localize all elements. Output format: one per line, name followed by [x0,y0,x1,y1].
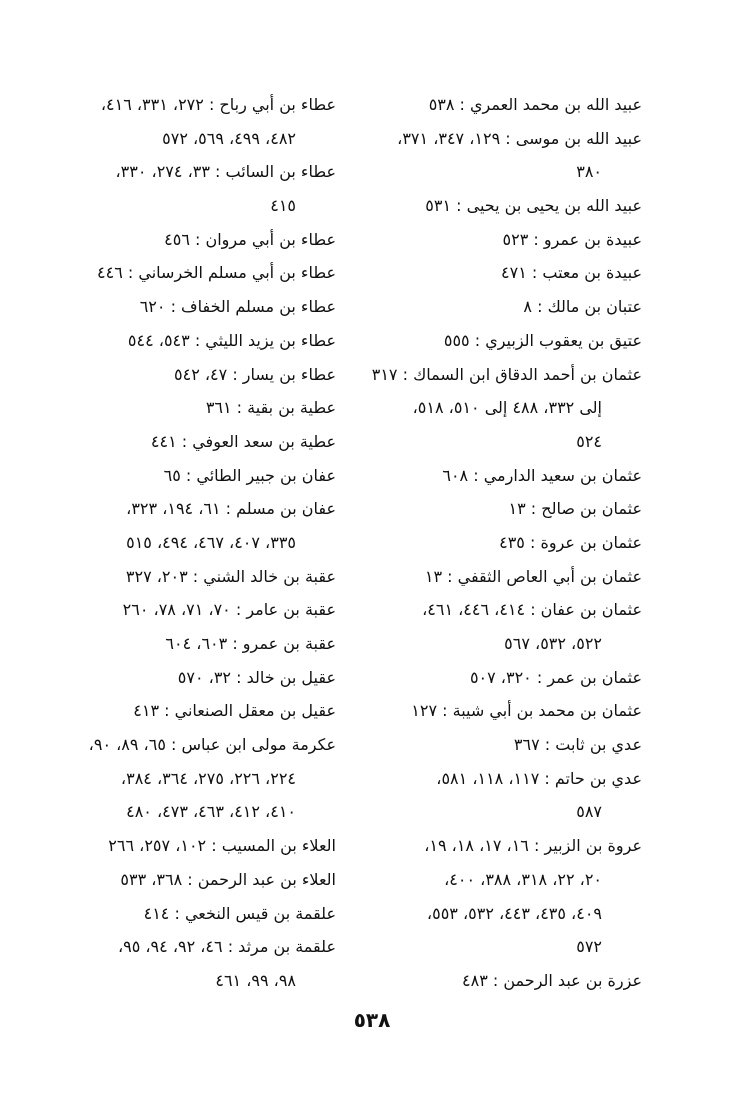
index-entry: العلاء بن المسيب : ١٠٢، ٢٥٧، ٢٦٦ [108,836,336,856]
index-entry: عبيدة بن معتب : ٤٧١ [501,263,642,283]
index-entry: عكرمة مولى ابن عباس : ٦٥، ٨٩، ٩٠، [88,735,336,755]
index-entry-continuation: ٤١٥ [270,196,296,216]
index-entry: عطية بن بقية : ٣٦١ [205,398,336,418]
index-entry-continuation: ٥٢٢، ٥٣٢، ٥٦٧ [504,634,602,653]
index-entry-continuation: إلى ٣٣٢، ٤٨٨ إلى ٥١٠، ٥١٨، [412,398,602,418]
index-entry-continuation: ٢٢٤، ٢٢٦، ٢٧٥، ٣٦٤، ٣٨٤، [120,768,296,788]
index-entry: عثمان بن صالح : ١٣ [508,499,642,519]
index-entry: عزرة بن عبد الرحمن : ٤٨٣ [462,970,642,990]
index-entry: عثمان بن أبي العاص الثقفي : ١٣ [424,566,642,586]
index-entry: علقمة بن مرثد : ٤٦، ٩٢، ٩٤، ٩٥، [117,937,336,957]
index-entry-continuation: ٩٨، ٩٩، ٤٦١ [215,970,296,990]
index-entry: عدي بن ثابت : ٣٦٧ [513,735,642,755]
index-entry: عقبة بن خالد الشني : ٢٠٣، ٣٢٧ [125,566,336,586]
index-entry: عثمان بن سعيد الدارمي : ٦٠٨ [442,465,642,485]
index-entry: عفان بن جبير الطائي : ٦٥ [163,465,336,485]
index-entry: عقيل بن خالد : ٣٢، ٥٧٠ [177,667,336,687]
index-column-right [342,88,642,998]
index-entry: العلاء بن عبد الرحمن : ٣٦٨، ٥٣٣ [120,869,336,889]
index-entry: عقيل بن معقل الصنعاني : ٤١٣ [133,701,336,721]
index-entry: عتيق بن يعقوب الزبيري : ٥٥٥ [443,330,642,350]
index-entry: عطية بن سعد العوفي : ٤٤١ [150,431,336,451]
index-entry-continuation: ٤٨٢، ٤٩٩، ٥٦٩، ٥٧٢ [162,128,296,148]
index-entry: عقبة بن عامر : ٧٠، ٧١، ٧٨، ٢٦٠ [122,600,336,620]
index-entry: عثمان بن عروة : ٤٣٥ [499,532,642,552]
index-entry-continuation: ٥٧٢ [576,937,602,957]
index-entry: عبيد الله بن موسى : ١٢٩، ٣٤٧، ٣٧١، [397,128,642,148]
index-entry: عطاء بن أبي رباح : ٢٧٢، ٣٣١، ٤١٦، [100,95,336,114]
index-column-left [36,88,336,998]
index-entry-continuation: ٤٠٩، ٤٣٥، ٤٤٣، ٥٣٢، ٥٥٣، [426,903,602,923]
index-entry: عتبان بن مالك : ٨ [523,297,642,317]
index-entry: عطاء بن أبي مسلم الخرساني : ٤٤٦ [97,263,336,283]
index-entry: عثمان بن محمد بن أبي شيبة : ١٢٧ [411,701,642,721]
index-entry: عثمان بن أحمد الدقاق ابن السماك : ٣١٧ [371,364,642,384]
index-entry: عطاء بن أبي مروان : ٤٥٦ [164,229,336,249]
index-entry: عطاء بن السائب : ٣٣، ٢٧٤، ٣٣٠، [115,162,336,182]
page-number: ٥٣٨ [353,1008,391,1032]
index-entry: عقبة بن عمرو : ٦٠٣، ٦٠٤ [165,634,336,653]
index-entry: عثمان بن عفان : ٤١٤، ٤٤٦، ٤٦١، [422,600,642,620]
index-entry-continuation: ٤١٠، ٤١٢، ٤٦٣، ٤٧٣، ٤٨٠ [126,802,296,822]
index-entry-continuation: ٢٠، ٢٢، ٣١٨، ٣٨٨، ٤٠٠، [444,869,602,889]
index-entry-continuation: ٥٨٧ [576,802,602,822]
index-entry: عطاء بن يزيد الليثي : ٥٤٣، ٥٤٤ [127,330,336,350]
index-entry: عثمان بن عمر : ٣٢٠، ٥٠٧ [469,667,642,687]
index-entry: عدي بن حاتم : ١١٧، ١١٨، ٥٨١، [436,768,642,788]
index-entry: عطاء بن مسلم الخفاف : ٦٢٠ [139,297,336,317]
index-entry-continuation: ٣٨٠ [576,162,602,182]
index-entry: عبيد الله بن يحيى بن يحيى : ٥٣١ [425,196,642,216]
index-entry: علقمة بن قيس النخعي : ٤١٤ [143,903,336,923]
index-entry-continuation: ٥٢٤ [576,431,602,451]
index-entry-continuation: ٣٣٥، ٤٠٧، ٤٦٧، ٤٩٤، ٥١٥ [126,532,296,552]
index-entry: عبيد الله بن محمد العمري : ٥٣٨ [428,95,642,114]
index-entry: عطاء بن يسار : ٤٧، ٥٤٢ [174,364,336,384]
index-entry: عفان بن مسلم : ٦١، ١٩٤، ٣٢٣، [126,499,336,519]
index-entry: عروة بن الزبير : ١٦، ١٧، ١٨، ١٩، [424,836,642,856]
index-entry: عبيدة بن عمرو : ٥٢٣ [502,229,642,249]
